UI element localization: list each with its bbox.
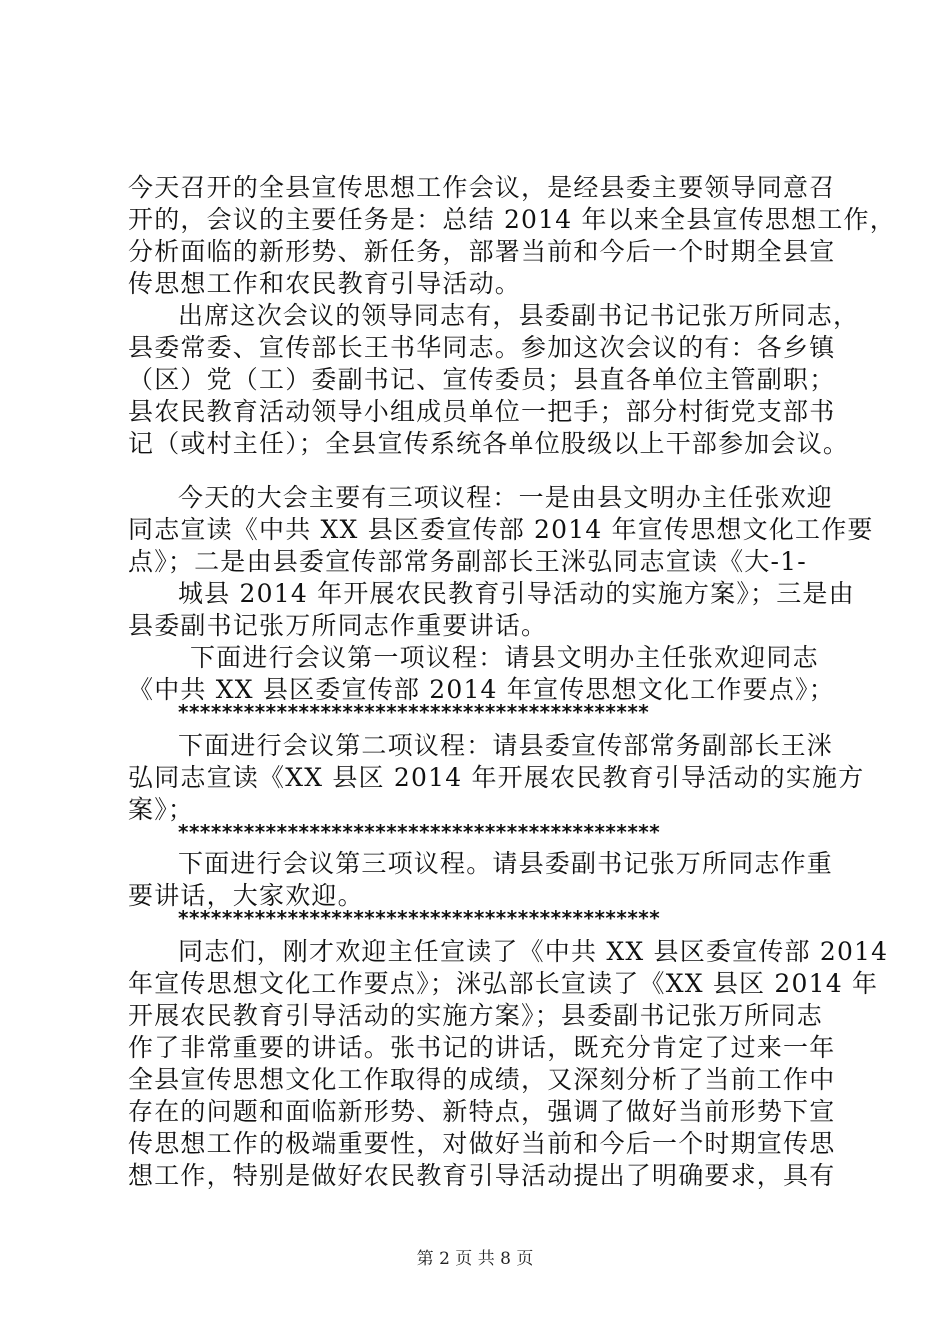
text-line: 县委常委、宣传部长王书华同志。参加这次会议的有：各乡镇 — [128, 333, 836, 362]
text-line: 县委副书记张万所同志作重要讲话。 — [128, 611, 548, 640]
separator-stars: ******************************************** — [178, 820, 661, 844]
text-line: 城县 2014 年开展农民教育引导活动的实施方案》；三是由 — [178, 579, 855, 608]
text-line: 开展农民教育引导活动的实施方案》；县委副书记张万所同志 — [128, 1001, 823, 1030]
separator-stars: ******************************************** — [178, 906, 661, 930]
text-line: 存在的问题和面临新形势、新特点，强调了做好当前形势下宣 — [128, 1097, 836, 1126]
separator-stars: ******************************************* — [178, 700, 650, 724]
text-line: （区）党（工）委副书记、宣传委员；县直各单位主管副职； — [128, 365, 836, 394]
text-line: 开的，会议的主要任务是：总结 2014 年以来全县宣传思想工作， — [128, 205, 896, 234]
page-footer: 第 2 页 共 8 页 — [416, 1249, 534, 1269]
text-line: 传思想工作的极端重要性，对做好当前和今后一个时期宣传思 — [128, 1129, 836, 1158]
text-line: 要讲话，大家欢迎。 — [128, 881, 364, 910]
text-line: 下面进行会议第三项议程。请县委副书记张万所同志作重 — [178, 849, 834, 878]
text-line: 记（或村主任）；全县宣传系统各单位股级以上干部参加会议。 — [128, 429, 850, 458]
text-line: 全县宣传思想文化工作取得的成绩，又深刻分析了当前工作中 — [128, 1065, 836, 1094]
text-line: 同志们，刚才欢迎主任宣读了《中共 XX 县区委宣传部 2014 — [178, 937, 889, 966]
text-line: 出席这次会议的领导同志有，县委副书记书记张万所同志， — [178, 301, 860, 330]
text-line: 想工作，特别是做好农民教育引导活动提出了明确要求，具有 — [128, 1161, 836, 1190]
text-line: 点》；二是由县委宣传部常务副部长王洣弘同志宣读《大-1- — [128, 547, 807, 576]
text-line: 传思想工作和农民教育引导活动。 — [128, 269, 522, 298]
text-line: 下面进行会议第二项议程：请县委宣传部常务副部长王洣 — [178, 731, 834, 760]
text-line: 弘同志宣读《XX 县区 2014 年开展农民教育引导活动的实施方 — [128, 763, 865, 792]
text-line: 今天的大会主要有三项议程：一是由县文明办主任张欢迎 — [178, 483, 834, 512]
text-line: 下面进行会议第一项议程：请县文明办主任张欢迎同志 — [190, 643, 819, 672]
text-line: 《中共 XX 县区委宣传部 2014 年宣传思想文化工作要点》； — [128, 675, 835, 704]
text-line: 案》； — [128, 795, 195, 824]
text-line: 今天召开的全县宣传思想工作会议，是经县委主要领导同意召 — [128, 173, 836, 202]
text-line: 分析面临的新形势、新任务，部署当前和今后一个时期全县宣 — [128, 237, 836, 266]
text-line: 同志宣读《中共 XX 县区委宣传部 2014 年宣传思想文化工作要 — [128, 515, 874, 544]
text-line: 年宣传思想文化工作要点》；洣弘部长宣读了《XX 县区 2014 年 — [128, 969, 879, 998]
text-line: 县农民教育活动领导小组成员单位一把手；部分村街党支部书 — [128, 397, 836, 426]
text-line: 作了非常重要的讲话。张书记的讲话，既充分肯定了过来一年 — [128, 1033, 836, 1062]
